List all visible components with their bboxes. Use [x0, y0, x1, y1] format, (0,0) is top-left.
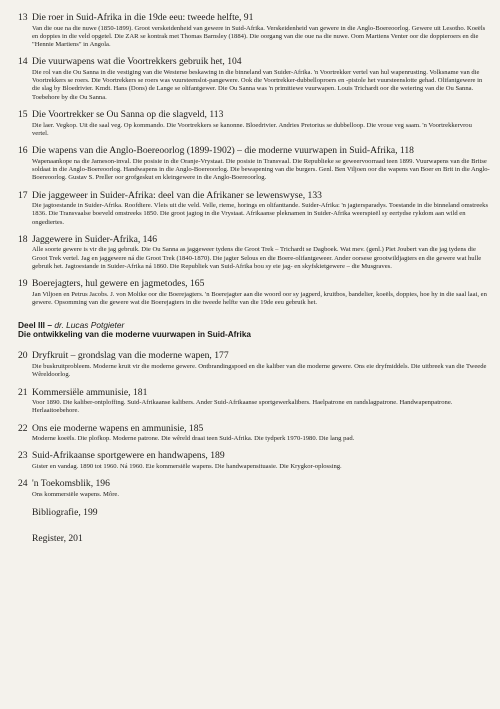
- bibliography-entry: Bibliografie, 199: [32, 507, 98, 519]
- part-dash: –: [45, 320, 55, 331]
- toc-entry-20: [18, 350, 490, 379]
- chapter-number: 20: [18, 350, 28, 362]
- part-heading: [18, 320, 490, 340]
- toc-entry-22: [18, 423, 490, 444]
- chapter-number: 13: [18, 12, 28, 23]
- chapter-summary: Wapenaankope na die Jameson-inval. Die posisie in die Oranje-Vrystaat. Die posisie in Transvaal. Die Republieke se geweervoorraad teen 1899. Vuurwapens van die Britse soldaat in die Anglo-Boereoorlog. Handwapens in die Anglo-Boereoorlog. Die bewapening van die burgers. Genl. Ben Viljoen oor die wapens van Boer en Brit in die Anglo-Boereoorlog. Gustav S. Preller oor grofgeskut en kleingewere in die Anglo-Boereoorlog.: [32, 157, 490, 182]
- toc-entry-13: [18, 12, 490, 49]
- chapter-number: 15: [18, 109, 28, 121]
- chapter-summary: Van die oue na die nuwe (1850-1899). Groot verskeidenheid van gewere in Suid-Afrika. Verskeidenheid van gewere in die Anglo-Boereoorlog. Gewere uit Lesotho. Koeëls en doppies in die veld opgetel. Die ZAR se kontrak met Thomas Barnsley (1884). Die oorgang van die oue na die nuwe. Oom Martiens Venter oor die doppieroers en die "Hennie Martiens" in Angola.: [32, 24, 486, 49]
- part-author: dr. Lucas Potgieter: [54, 320, 125, 331]
- chapter-summary: Moderne koeëls. Die plofkop. Moderne patrone. Die wêreld draai teen Suid-Afrika. Die tydperk 1970-1980. Die lang pad.: [32, 435, 355, 443]
- chapter-number: 16: [18, 145, 28, 157]
- chapter-summary: Voor 1890. Die kaliber-ontploffing. Suid-Afrikaanse kalibers. Ander Suid-Afrikaanse sportgewerkalibers. Haelpatrone en randslagpatrone. Handwapenpatrone. Herlaaitoebehore.: [32, 399, 453, 415]
- toc-entry-19: [18, 278, 490, 307]
- chapter-number: 18: [18, 233, 28, 245]
- part-label: Deel III: [18, 320, 45, 331]
- chapter-summary: Die buskruitprobleem. Moderne kruit vir die moderne gewere. Ontbrandingspoed en die kaliber van die moderne gewere. Ons eie dryfmiddels. Die uitbreek van die Tweede Wêreldoorlog.: [32, 362, 487, 379]
- chapter-title: Die vuurwapens wat die Voortrekkers gebruik het, 104: [32, 56, 242, 68]
- toc-entry-16: [18, 145, 490, 182]
- part3-entries: [18, 350, 490, 499]
- toc-entry-17: [18, 190, 490, 227]
- chapter-title: Suid-Afrikaanse sportgewere en handwapens, 189: [32, 450, 225, 462]
- chapter-number: 14: [18, 56, 28, 68]
- toc-entry-23: [18, 450, 490, 471]
- chapter-title: Die Voortrekker se Ou Sanna op die slagveld, 113: [32, 109, 224, 121]
- chapter-title: Ons eie moderne wapens en ammunisie, 185: [32, 422, 204, 434]
- chapter-summary: Jan Viljoen en Petrus Jacobs. J. von Moltke oor die Boerejagters. 'n Boerejagter aan die woord oor sy jagperd, kruitbos, bandelier, koeëls, doppies, hoe hy in die saal laai, en gewere. Opsomming van die gewere wat die Boerejagters in die tweede helfte van die 19de eeu gebruik het.: [32, 290, 487, 307]
- toc-entry-21: [18, 387, 490, 416]
- toc-entry-18: [18, 234, 490, 271]
- chapter-title: Die wapens van die Anglo-Boereoorlog (1899-1902) – die moderne vuurwapen in Suid-Afrika, 118: [32, 145, 414, 157]
- chapter-title: Dryfkruit – grondslag van die moderne wapen, 177: [32, 350, 229, 362]
- toc-entry-14: [18, 56, 490, 102]
- chapter-title: Kommersiële ammunisie, 181: [32, 386, 148, 398]
- chapter-number: 21: [18, 386, 28, 398]
- chapter-title: Jaggewere in Suider-Afrika, 146: [32, 233, 158, 245]
- part2-entries: [18, 12, 490, 307]
- chapter-title: 'n Toekomsblik, 196: [32, 478, 110, 490]
- index-entry: Register, 201: [32, 533, 83, 545]
- chapter-summary: Gister en vandag. 1890 tot 1960. Ná 1960. Eie kommersiële wapens. Die handwapensituasie. Die Krygkor-oplossing.: [32, 462, 342, 470]
- chapter-summary: Die jagtoestande in Suider-Afrika. Roofdiere. Vleis uit die veld. Velle, rieme, horings en olifanttande. Suider-Afrika: 'n jagtersparadys. Toestande in die binneland omstreeks 1836. Die Transvaalse boeveld omstreeks 1850. Die groot jagtog in die Vrystaat. Afrikaanse pleknamen in Suider-Afrika weerspieël sy eertydse rykdom aan wild en ongediertes.: [32, 202, 489, 226]
- chapter-summary: Die rol van die Ou Sanna in die vestiging van die Westerse beskawing in die binneland van Suider-Afrika. 'n Voortrekker vertel van hul wapenrusting. Volksname van die Voortrekkers se roers. Die Voortrekkers se roers was vuursteenslot-pangewere. Ook die Voortrekker-dubbelloproers en -pistole het vuursteenslotte gehad. Olifantgewere in die slag by Bloedrivier. Kmdt. Hans (Dons) de Lange se olifantgewer. Die Ou Sanna was 'n primitiewe vuurwapen. Louis Trichardt oor die weiering van die Ou Sanna. Toebehore by die Ou Sanna.: [32, 68, 483, 101]
- part-subtitle: Die ontwikkeling van die moderne vuurwapen in Suid-Afrika: [18, 330, 251, 340]
- chapter-number: 23: [18, 450, 28, 462]
- chapter-number: 22: [18, 422, 28, 434]
- chapter-summary: Ons kommersiële wapens. Môre.: [32, 490, 119, 498]
- chapter-number: 24: [18, 478, 28, 490]
- chapter-title: Boerejagters, hul gewere en jagmetodes, 165: [32, 278, 205, 290]
- chapter-summary: Alle soorte gewere is vir die jag gebruik. Die Ou Sanna as jaggeweer tydens die Groot Trek – Trichardt se Dagboek. Wat mev. (genl.) Piet Joubert van die jag tydens die Groot Trek vertel. Jag en jaggewere ná die Groot Trek (1840-1870). Die jagter Selous en die Boere-olifantgeweer. Ander oorsese grootwildjagters en die gewere wat hulle gebruik het. Jagtoestande in Suider-Afrika ná 1860. Die Republiek van Suid-Afrika bou sy eie jag- en skyfskietgewere – die Musgraves.: [32, 246, 482, 271]
- chapter-number: 17: [18, 189, 28, 201]
- toc-entry-15: [18, 109, 490, 138]
- chapter-title: Die roer in Suid-Afrika in die 19de eeu: tweede helfte, 91: [32, 12, 254, 23]
- chapter-title: Die jaggeweer in Suider-Afrika: deel van die Afrikaner se lewenswyse, 133: [32, 189, 322, 201]
- chapter-summary: Die laer. Vegkop. Uit die saal veg. Op kommando. Die Voortrekkers se kanonne. Bloedrivier. Andries Pretorius se dubbelloop. Die vroue veg saam. 'n Voortrekkervrou vertel.: [32, 121, 472, 137]
- chapter-number: 19: [18, 278, 28, 290]
- toc-entry-24: [18, 478, 490, 499]
